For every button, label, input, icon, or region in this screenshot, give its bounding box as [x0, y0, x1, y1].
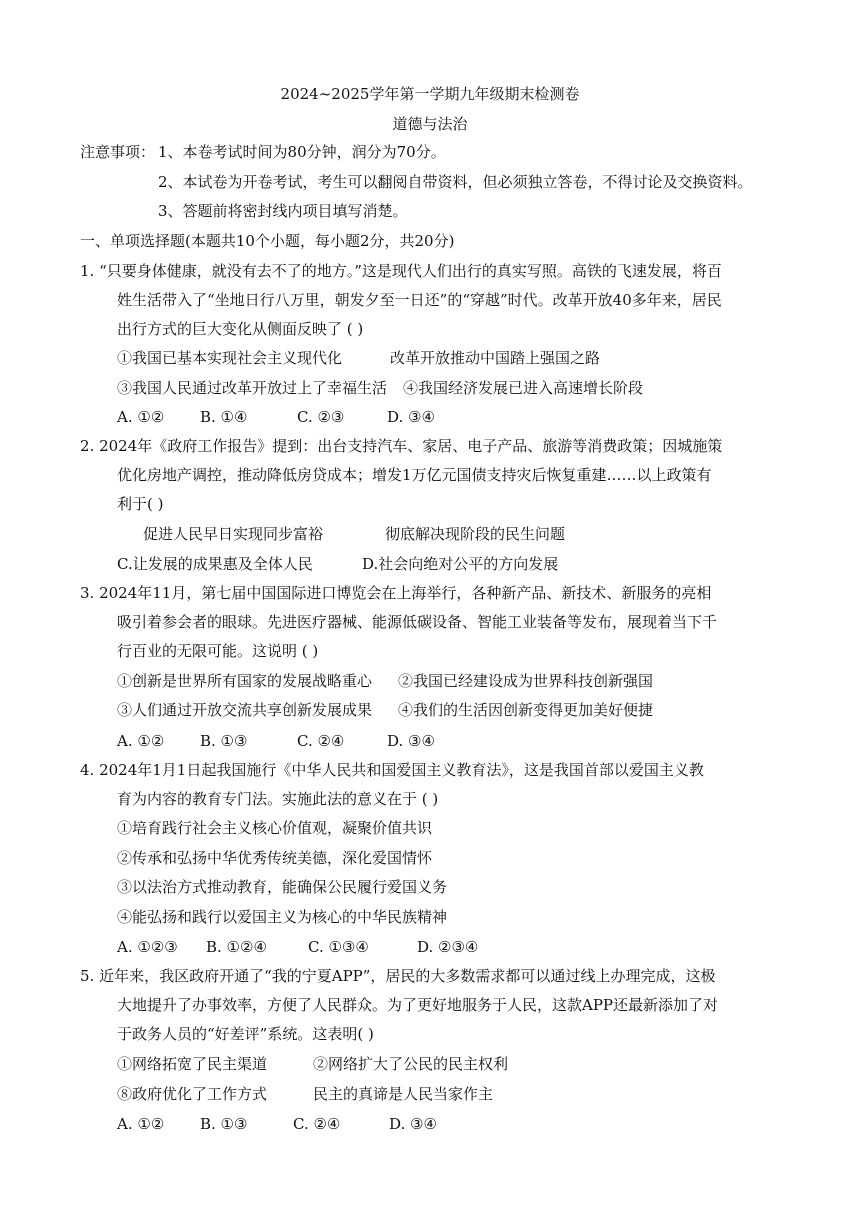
q5-choice-d[interactable]: D. ③④	[389, 1115, 437, 1133]
exam-title: 2024~2025学年第一学期九年级期末检测卷	[280, 85, 580, 103]
q2-choice-c[interactable]: C.让发展的成果惠及全体人民	[117, 555, 313, 573]
q4-choice-b[interactable]: B. ①②④	[206, 938, 267, 956]
q4-choice-d[interactable]: D. ②③④	[417, 938, 479, 956]
q3-line-1: 3. 2024年11月，第七届中国国际进口博览会在上海举行，各种新产品、新技术、新服务的亮相	[80, 584, 712, 602]
notice-item-1: 1、本卷考试时间为80分钟，润分为70分。	[158, 143, 446, 161]
q1-choice-b[interactable]: B. ①④	[200, 408, 248, 426]
q2-line-2: 优化房地产调控，推动降低房贷成本；增发1万亿元国债支持灾后恢复重建……以上政策有	[117, 466, 712, 484]
q3-choice-a[interactable]: A. ①②	[117, 732, 165, 750]
q1-statement-2: 改革开放推动中国踏上强国之路	[390, 349, 601, 367]
q1-line-2: 姓生活带入了“坐地日行八万里，朝发夕至一日还”的“穿越”时代。改革开放40多年来，居民	[117, 291, 722, 309]
q4-line-1: 4. 2024年1月1日起我国施行《中华人民共和国爱国主义教育法》，这是我国首部以爱国主义教	[80, 761, 704, 779]
q1-choice-d[interactable]: D. ③④	[387, 408, 435, 426]
q1-choice-c[interactable]: C. ②③	[297, 408, 345, 426]
q5-statement-2: ②网络扩大了公民的民主权利	[313, 1055, 509, 1073]
q3-statement-1: ①创新是世界所有国家的发展战略重心	[117, 672, 373, 690]
notice-item-3: 3、答题前将密封线内项目填写消楚。	[158, 202, 408, 220]
q4-statement-3: ③以法治方式推动教育，能确保公民履行爱国义务	[117, 878, 448, 896]
q2-choice-d[interactable]: D.社会向绝对公平的方向发展	[362, 555, 559, 573]
section-heading: 一、单项选择题(本题共10个小题，每小题2分，共20分)	[80, 232, 455, 250]
q5-statement-3: ⑧政府优化了工作方式	[117, 1085, 268, 1103]
q5-choice-b[interactable]: B. ①③	[200, 1115, 248, 1133]
q3-statement-2: ②我国已经建设成为世界科技创新强国	[398, 672, 654, 690]
q3-statement-4: ④我们的生活因创新变得更加美好便捷	[398, 701, 654, 719]
q5-statement-1: ①网络拓宽了民主渠道	[117, 1055, 268, 1073]
q4-statement-2: ②传承和弘扬中华优秀传统美德，深化爱国情怀	[117, 849, 433, 867]
q2-choice-a[interactable]: 促进人民早日实现同步富裕	[143, 525, 324, 543]
q4-line-2: 育为内容的教育专门法。实施此法的意义在于 ( )	[117, 790, 439, 808]
notice-label: 注意事项：	[80, 143, 156, 161]
q2-choice-b[interactable]: 彻底解决现阶段的民生问题	[385, 525, 566, 543]
q4-choice-c[interactable]: C. ①③④	[308, 938, 369, 956]
q5-line-3: 于政务人员的“好差评”系统。这表明( )	[117, 1025, 374, 1043]
q5-line-1: 5. 近年来，我区政府开通了“我的宁夏APP”，居民的大多数需求都可以通过线上办理完成，这极	[80, 967, 716, 985]
q3-choice-b[interactable]: B. ①③	[200, 732, 248, 750]
q1-choice-a[interactable]: A. ①②	[117, 408, 165, 426]
q5-choice-a[interactable]: A. ①②	[117, 1115, 165, 1133]
q4-statement-4: ④能弘扬和践行以爱国主义为核心的中华民族精神	[117, 908, 448, 926]
subject-title: 道德与法治	[392, 115, 468, 133]
q3-choice-c[interactable]: C. ②④	[297, 732, 345, 750]
q3-line-3: 行百业的无限可能。这说明 ( )	[117, 642, 319, 660]
q1-statement-4: ④我国经济发展已进入高速增长阶段	[403, 379, 644, 397]
q1-line-1: 1. “只要身体健康，就没有去不了的地方。”这是现代人们出行的真实写照。高铁的飞速发展，将百	[80, 262, 722, 280]
q5-statement-4: 民主的真谛是人民当家作主	[313, 1085, 494, 1103]
notice-item-2: 2、本试卷为开卷考试，考生可以翻阅自带资料，但必须独立答卷，不得讨论及交换资料。	[158, 173, 753, 191]
q3-choice-d[interactable]: D. ③④	[387, 732, 435, 750]
q3-line-2: 吸引着参会者的眼球。先进医疗器械、能源低碳设备、智能工业装备等发布，展现着当下千	[117, 613, 718, 631]
q1-statement-3: ③我国人民通过改革开放过上了幸福生活	[117, 379, 388, 397]
q1-line-3: 出行方式的巨大变化从侧面反映了 ( )	[117, 320, 364, 338]
q5-line-2: 大地提升了办事效率，方便了人民群众。为了更好地服务于人民，这款APP还最新添加了对	[117, 996, 719, 1014]
q3-statement-3: ③人们通过开放交流共享创新发展成果	[117, 701, 373, 719]
q5-choice-c[interactable]: C. ②④	[293, 1115, 341, 1133]
q4-choice-a[interactable]: A. ①②③	[117, 938, 178, 956]
q1-statement-1: ①我国已基本实现社会主义现代化	[117, 349, 343, 367]
q2-line-3: 利于( )	[117, 495, 164, 513]
q4-statement-1: ①培育践行社会主义核心价值观，凝聚价值共识	[117, 819, 433, 837]
q2-line-1: 2. 2024年《政府工作报告》提到：出台支持汽车、家居、电子产品、旅游等消费政策；因城施策	[80, 437, 723, 455]
